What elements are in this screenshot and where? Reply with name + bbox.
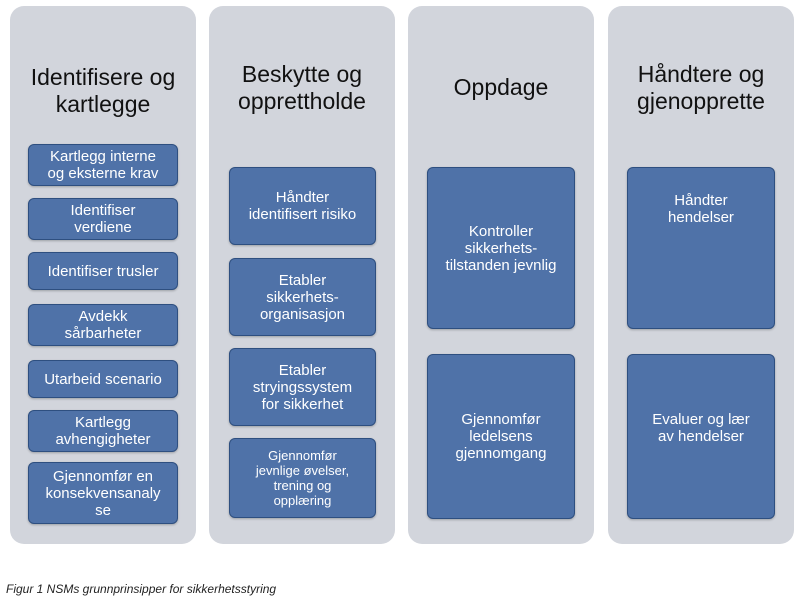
box-handter-risiko: Håndter identifisert risiko [229, 167, 376, 245]
column-title: Identifisere og kartlegge [30, 64, 176, 117]
column-oppdage [408, 6, 594, 544]
box-sikkerhetsorganisasjon: Etabler sikkerhets- organisasjon [229, 258, 376, 336]
box-styringssystem: Etabler stryingssystem for sikkerhet [229, 348, 376, 426]
box-utarbeid-scenario: Utarbeid scenario [28, 360, 178, 398]
box-ovelser: Gjennomfør jevnlige øvelser, trening og opplæring [229, 438, 376, 518]
box-kartlegg-avhengigheter: Kartlegg avhengigheter [28, 410, 178, 452]
column-identifisere [10, 6, 196, 544]
box-kontroller-tilstanden: Kontroller sikkerhets- tilstanden jevnlig [427, 167, 575, 329]
box-identifiser-verdiene: Identifiser verdiene [28, 198, 178, 240]
column-beskytte [209, 6, 395, 544]
box-kartlegg-krav: Kartlegg interne og eksterne krav [28, 144, 178, 186]
box-ledelsens-gjennomgang: Gjennomfør ledelsens gjennomgang [427, 354, 575, 519]
box-evaluer-laer: Evaluer og lær av hendelser [627, 354, 775, 519]
column-title: Oppdage [453, 74, 549, 100]
box-konsekvensanalyse: Gjennomfør en konsekvensanaly se [28, 462, 178, 524]
box-avdekk-sarbarheter: Avdekk sårbarheter [28, 304, 178, 346]
box-handter-hendelser: Håndter hendelser [627, 167, 775, 329]
figure-caption: Figur 1 NSMs grunnprinsipper for sikkerhetsstyring [6, 582, 277, 596]
column-title: Håndtere og gjenopprette [637, 61, 765, 114]
box-identifiser-trusler: Identifiser trusler [28, 252, 178, 290]
column-handtere [608, 6, 794, 544]
column-title: Beskytte og opprettholde [238, 61, 366, 114]
